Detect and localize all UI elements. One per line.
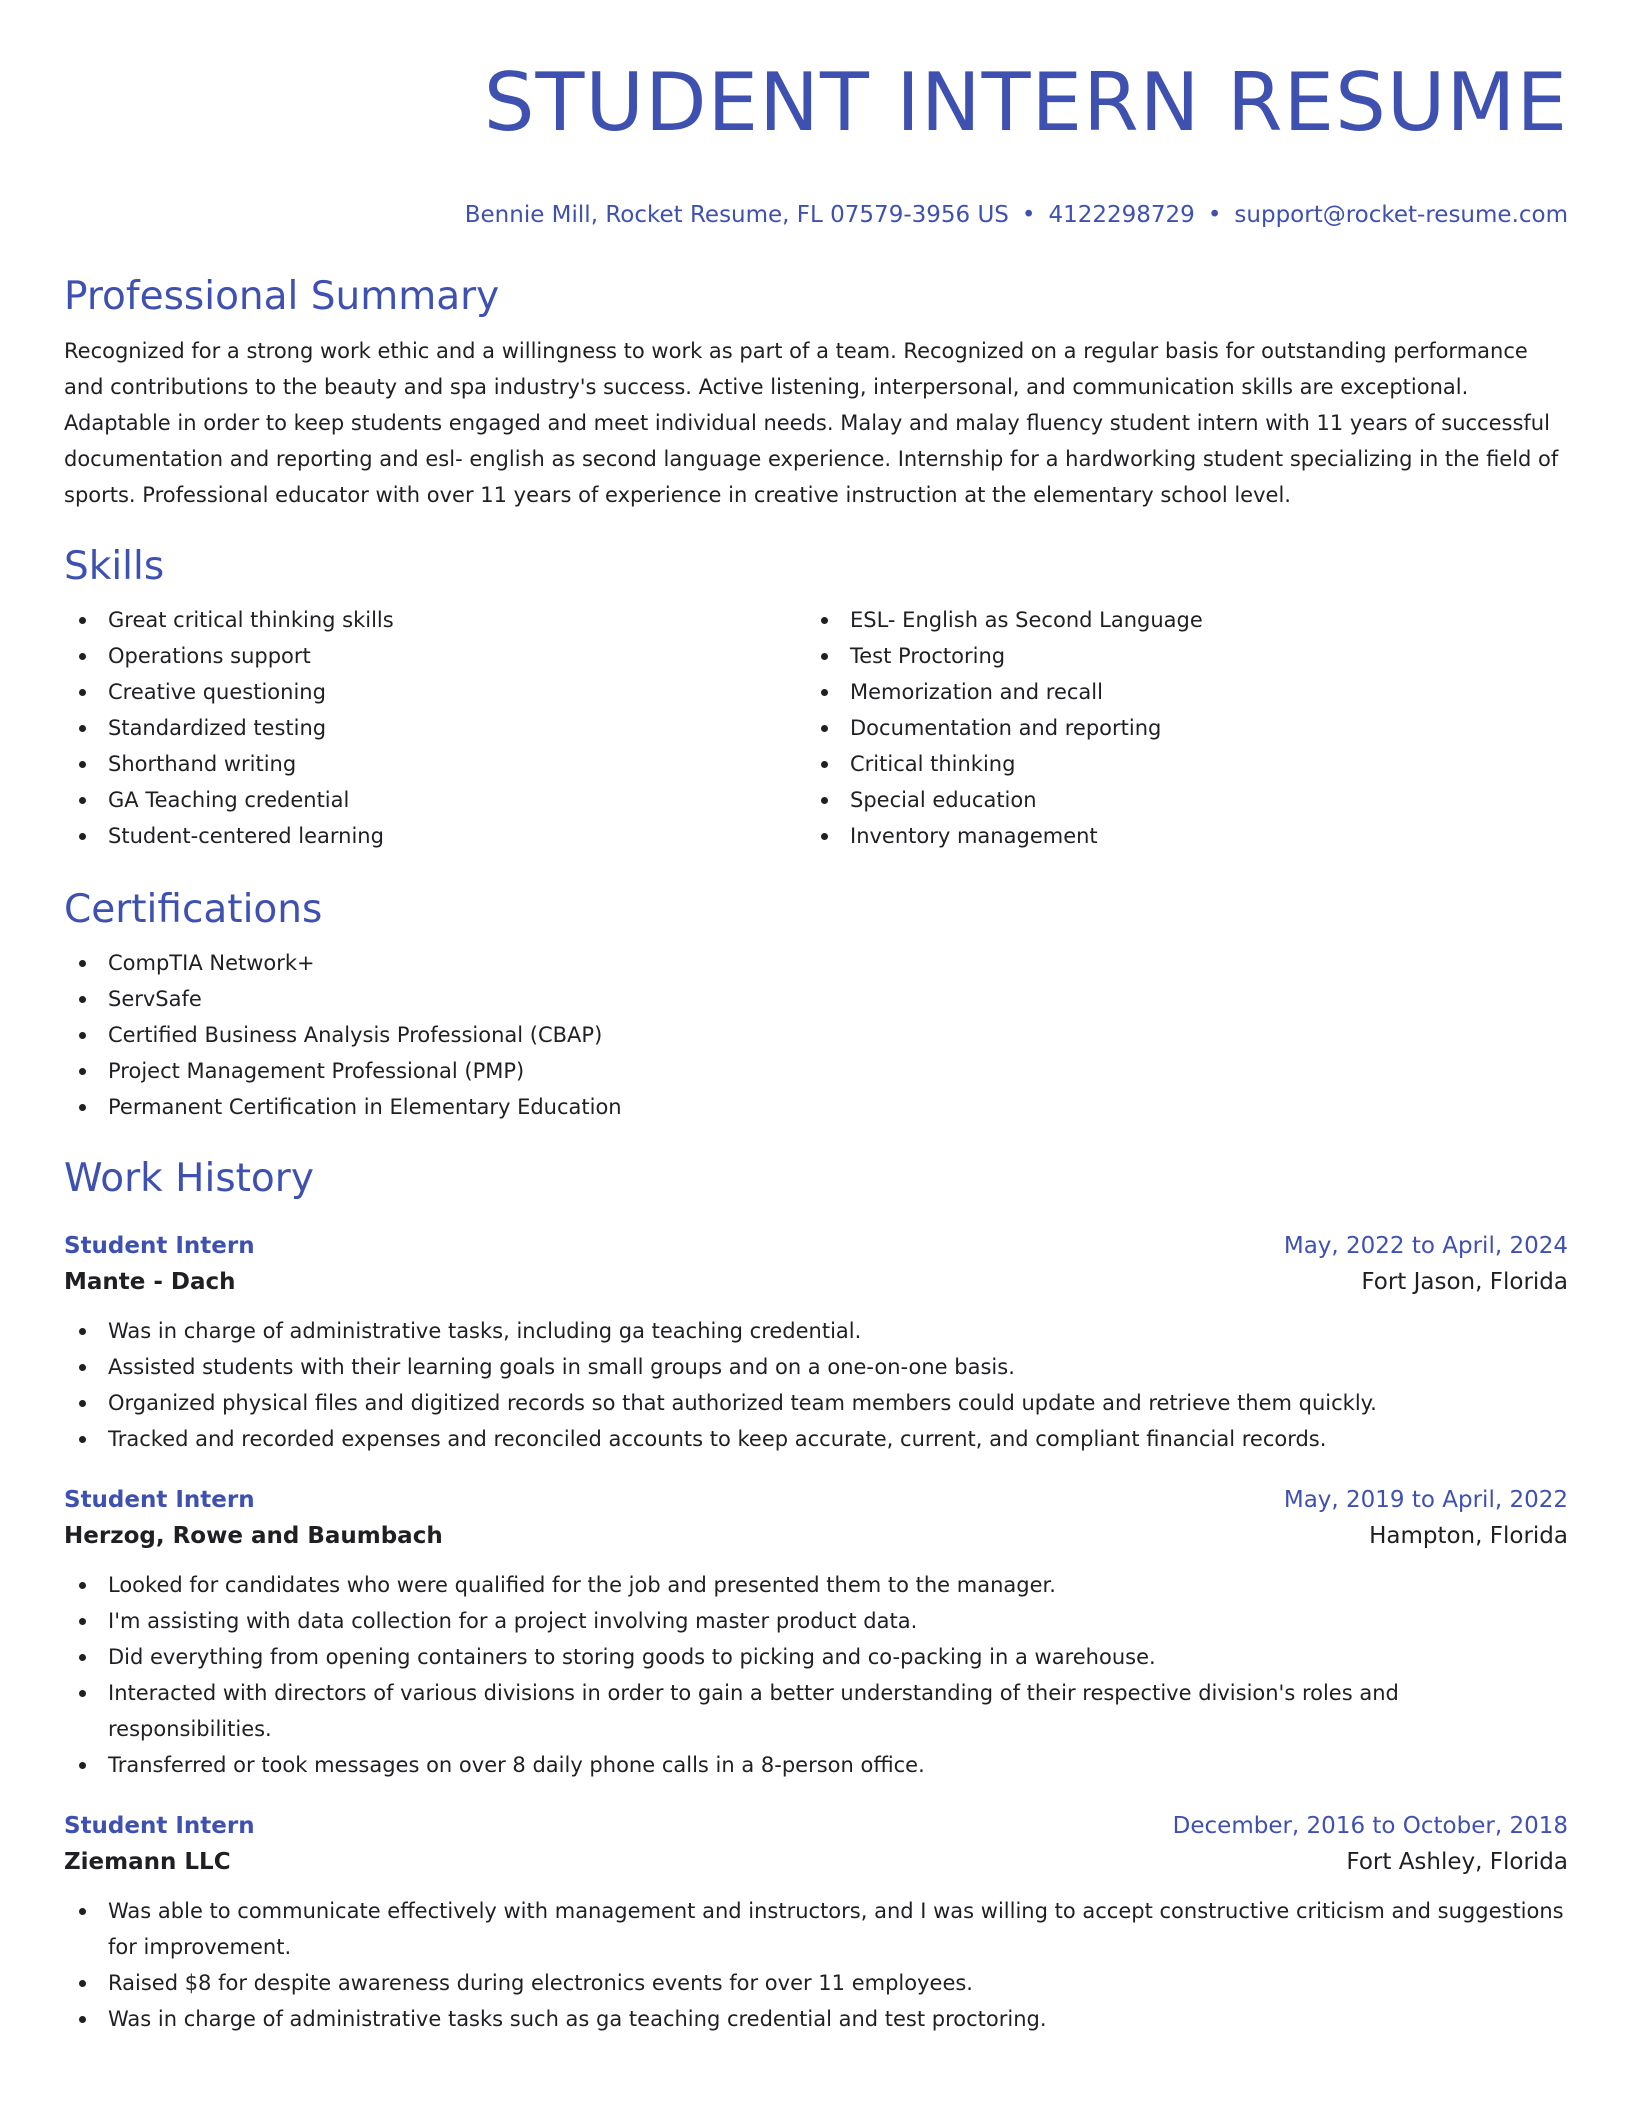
certification-item: Certified Business Analysis Professional (CBAP) — [64, 1017, 1568, 1053]
certification-item: ServSafe — [64, 981, 1568, 1017]
job-title: Student Intern — [64, 1233, 255, 1259]
job-dates: May, 2022 to April, 2024 — [1283, 1233, 1568, 1259]
skills-list — [64, 602, 1568, 854]
skill-item: Standardized testing — [64, 710, 806, 746]
skill-item: Operations support — [64, 638, 806, 674]
job-title: Student Intern — [64, 1813, 255, 1839]
job-header-row — [64, 1482, 1568, 1518]
certifications-heading: Certifications — [64, 887, 323, 932]
skill-item: GA Teaching credential — [64, 782, 806, 818]
contact-separator: • — [1021, 202, 1036, 228]
skill-item: Shorthand writing — [64, 746, 806, 782]
work-history-heading: Work History — [64, 1156, 314, 1201]
job-header-row — [64, 1808, 1568, 1844]
job-bullet: Assisted students with their learning goals in small groups and on a one-on-one basis. — [64, 1349, 1568, 1385]
resume-page — [64, 0, 1568, 2037]
skill-item: Special education — [806, 782, 1548, 818]
contact-email: support@rocket-resume.com — [1234, 202, 1568, 228]
skills-heading: Skills — [64, 544, 165, 589]
skill-item: Memorization and recall — [806, 674, 1548, 710]
job-bullet: Was in charge of administrative tasks, including ga teaching credential. — [64, 1313, 1568, 1349]
job-bullet: Tracked and recorded expenses and reconciled accounts to keep accurate, current, and compliant financial records. — [64, 1421, 1568, 1457]
contact-line — [64, 200, 1568, 230]
skill-item: Critical thinking — [806, 746, 1548, 782]
summary-heading: Professional Summary — [64, 274, 500, 319]
certifications-list — [64, 945, 1568, 1125]
job-bullet: Did everything from opening containers to storing goods to picking and co-packing in a warehouse. — [64, 1639, 1568, 1675]
resume-title: STUDENT INTERN RESUME — [483, 56, 1568, 149]
job-entry — [64, 1228, 1568, 1457]
job-company-row — [64, 1844, 1568, 1880]
skills-column-left — [64, 602, 806, 854]
job-bullet: Looked for candidates who were qualified for the job and presented them to the manager. — [64, 1567, 1568, 1603]
contact-address: Bennie Mill, Rocket Resume, FL 07579-3956 US — [464, 202, 1009, 228]
job-bullets — [64, 1313, 1568, 1457]
job-bullet: Was able to communicate effectively with management and instructors, and I was willing to accept constructive criticism and suggestions for improvement. — [64, 1893, 1568, 1965]
skill-item: Inventory management — [806, 818, 1548, 854]
skill-item: Test Proctoring — [806, 638, 1548, 674]
certification-item: Project Management Professional (PMP) — [64, 1053, 1568, 1089]
certification-item: CompTIA Network+ — [64, 945, 1568, 981]
job-bullet: Was in charge of administrative tasks such as ga teaching credential and test proctoring. — [64, 2001, 1568, 2037]
certification-item: Permanent Certification in Elementary Education — [64, 1089, 1568, 1125]
job-bullet: Raised $8 for despite awareness during electronics events for over 11 employees. — [64, 1965, 1568, 2001]
job-bullets — [64, 1567, 1568, 1783]
skill-item: ESL- English as Second Language — [806, 602, 1548, 638]
skill-item: Student-centered learning — [64, 818, 806, 854]
job-bullet: Transferred or took messages on over 8 daily phone calls in a 8-person office. — [64, 1747, 1568, 1783]
job-company-row — [64, 1264, 1568, 1300]
job-entry — [64, 1808, 1568, 2037]
job-company: Mante - Dach — [64, 1269, 236, 1295]
job-dates: December, 2016 to October, 2018 — [1172, 1813, 1568, 1839]
job-bullet: I'm assisting with data collection for a project involving master product data. — [64, 1603, 1568, 1639]
job-company: Ziemann LLC — [64, 1849, 231, 1875]
job-location: Fort Ashley, Florida — [1346, 1849, 1568, 1875]
job-bullet: Organized physical files and digitized records so that authorized team members could update and retrieve them quickly. — [64, 1385, 1568, 1421]
job-company-row — [64, 1518, 1568, 1554]
skill-item: Documentation and reporting — [806, 710, 1548, 746]
job-company: Herzog, Rowe and Baumbach — [64, 1523, 443, 1549]
job-bullet: Interacted with directors of various divisions in order to gain a better understanding of their respective division's roles and responsibilities. — [64, 1675, 1568, 1747]
skills-column-right — [806, 602, 1548, 854]
job-entry — [64, 1482, 1568, 1783]
contact-phone: 4122298729 — [1048, 202, 1195, 228]
skill-item: Great critical thinking skills — [64, 602, 806, 638]
job-location: Fort Jason, Florida — [1361, 1269, 1568, 1295]
skill-item: Creative questioning — [64, 674, 806, 710]
job-bullets — [64, 1893, 1568, 2037]
job-header-row — [64, 1228, 1568, 1264]
job-dates: May, 2019 to April, 2022 — [1283, 1487, 1568, 1513]
summary-text: Recognized for a strong work ethic and a willingness to work as part of a team. Recognized on a regular basis for outstanding performance and contributions to the beauty and spa industry's success. Active listening, interpersonal, and communication skills are exceptional. Adaptable in order to keep students engaged and meet individual needs. Malay and malay fluency student intern with 11 years of successful documentation and reporting and esl- english as second language experience. Internship for a hardworking student specializing in the field of sports. Professional educator with over 11 years of experience in creative instruction at the elementary school level. — [64, 339, 1559, 507]
job-title: Student Intern — [64, 1487, 255, 1513]
contact-separator: • — [1207, 202, 1222, 228]
job-location: Hampton, Florida — [1369, 1523, 1568, 1549]
